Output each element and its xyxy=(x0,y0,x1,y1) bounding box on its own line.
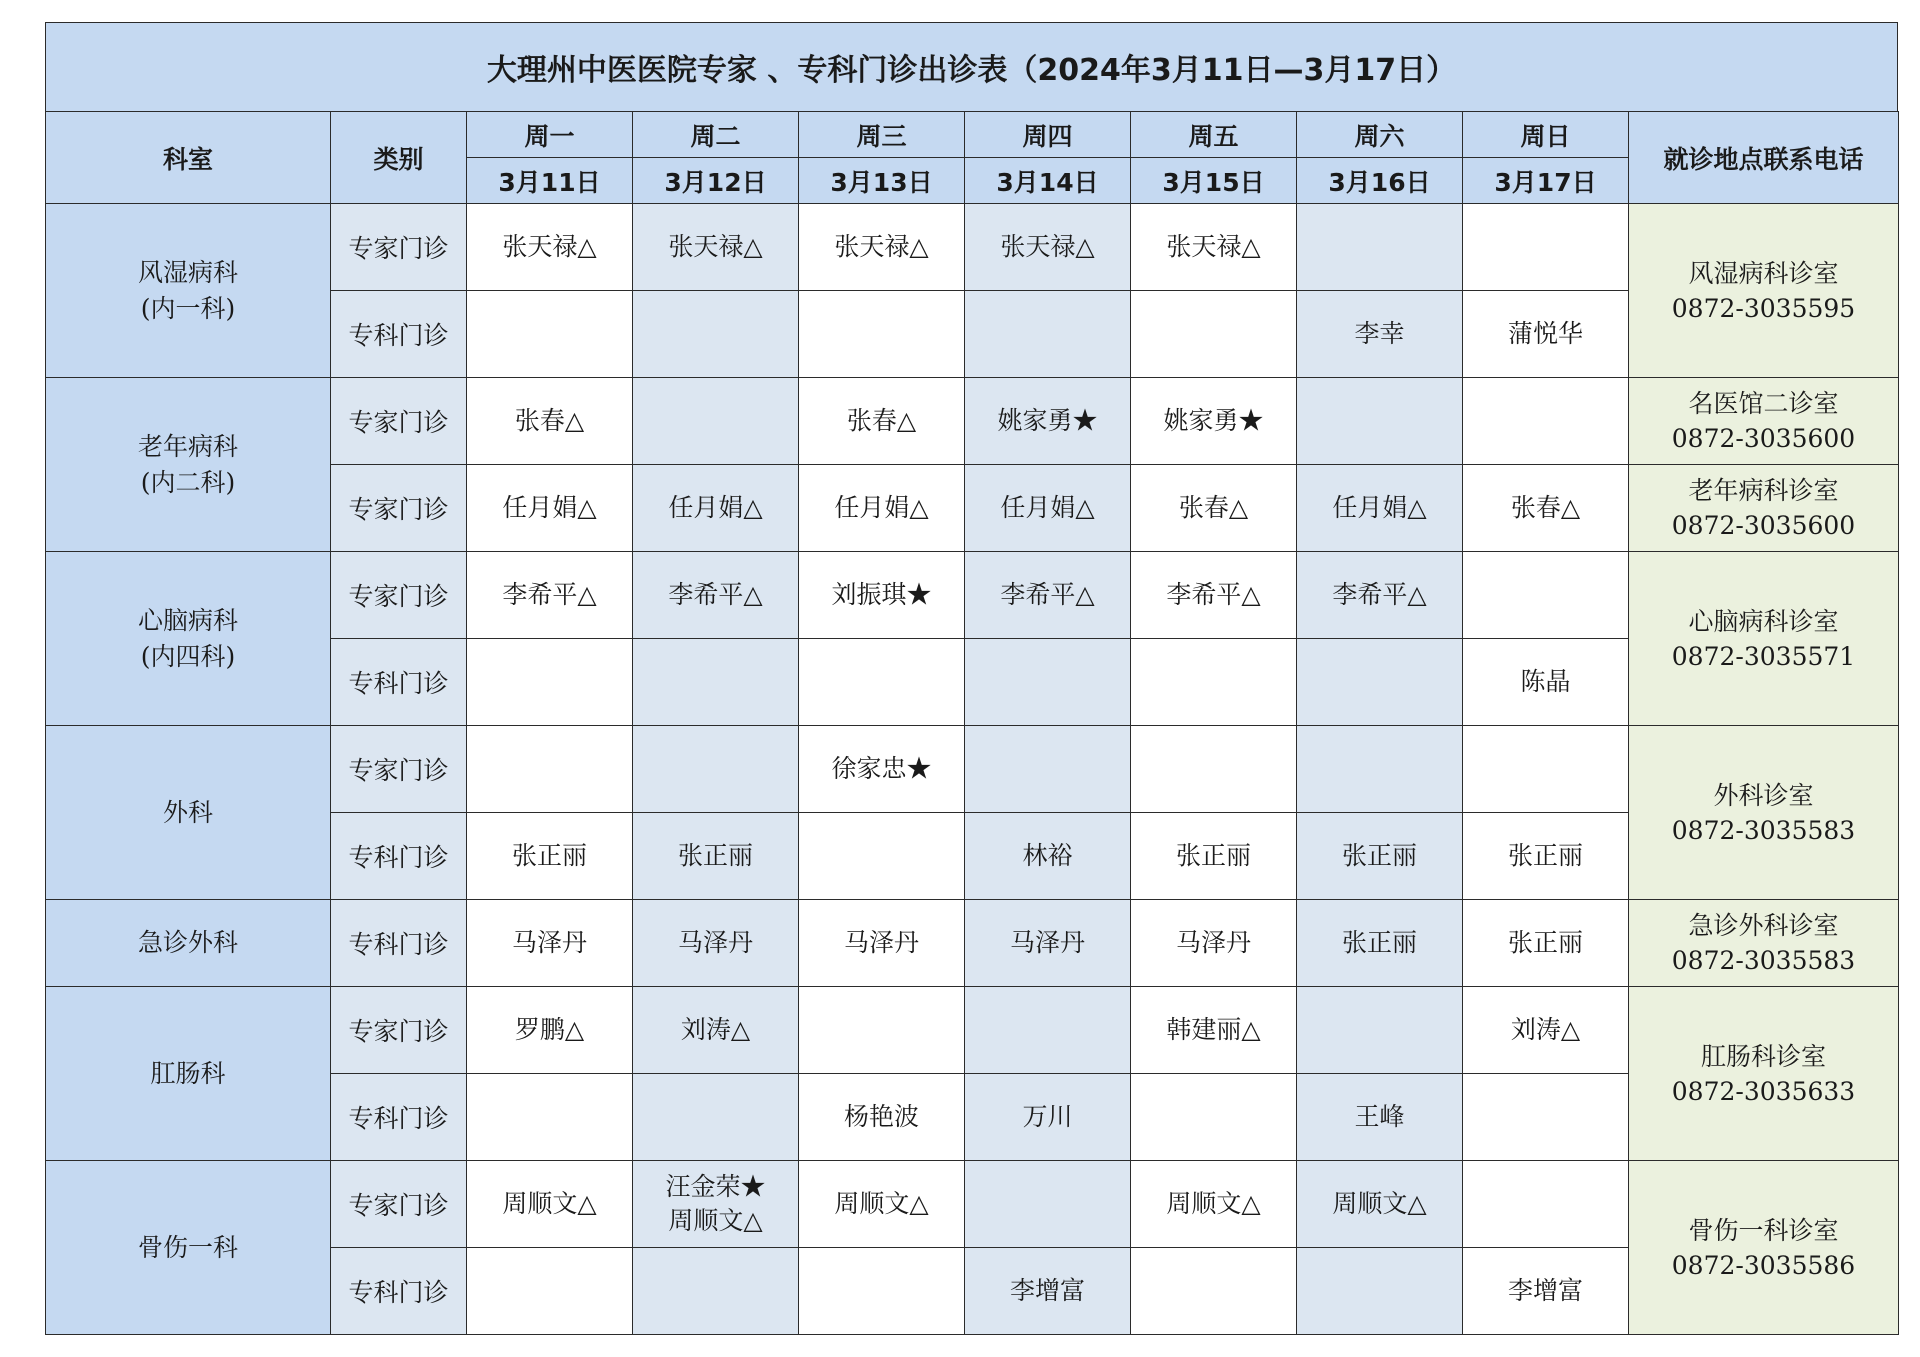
schedule-cell xyxy=(1131,813,1297,900)
category-cell: 专家门诊 xyxy=(331,987,467,1074)
schedule-cell xyxy=(1297,1248,1463,1335)
header-day: 周四 xyxy=(965,112,1131,158)
schedule-cell xyxy=(1463,1161,1629,1248)
doctor-name: 任月娟△ xyxy=(502,493,597,522)
dept-cell xyxy=(46,204,331,378)
schedule-cell xyxy=(799,291,965,378)
schedule-cell xyxy=(633,639,799,726)
dept-name: 急诊外科 xyxy=(137,928,238,957)
schedule-cell xyxy=(1463,204,1629,291)
doctor-name: 王峰 xyxy=(1354,1102,1405,1131)
schedule-cell xyxy=(799,726,965,813)
schedule-cell xyxy=(799,639,965,726)
schedule-cell xyxy=(1297,987,1463,1074)
doctor-name: 马泽丹 xyxy=(1009,928,1085,957)
table-row xyxy=(46,378,1899,465)
table-body xyxy=(46,204,1899,1335)
contact-phone: 0872-3035600 xyxy=(1671,511,1856,540)
doctor-name: 刘涛△ xyxy=(680,1015,751,1044)
schedule-cell xyxy=(467,1161,633,1248)
category-cell: 专科门诊 xyxy=(331,900,467,987)
schedule-cell xyxy=(633,987,799,1074)
doctor-name: 蒲悦华 xyxy=(1507,319,1583,348)
contact-cell xyxy=(1629,552,1899,726)
schedule-cell xyxy=(1297,552,1463,639)
schedule-cell xyxy=(1131,1248,1297,1335)
contact-phone: 0872-3035633 xyxy=(1671,1076,1856,1106)
table-row xyxy=(46,204,1899,291)
contact-cell xyxy=(1629,900,1899,987)
contact-place: 骨伤一科诊室 xyxy=(1688,1215,1839,1245)
doctor-name: 林裕 xyxy=(1022,841,1073,870)
doctor-name: 张正丽 xyxy=(1341,928,1417,957)
schedule-cell xyxy=(467,1248,633,1335)
schedule-cell xyxy=(799,552,965,639)
schedule-cell xyxy=(467,465,633,552)
schedule-cell xyxy=(965,465,1131,552)
doctor-name: 张春△ xyxy=(846,406,917,435)
contact-phone: 0872-3035583 xyxy=(1671,815,1856,845)
schedule-cell xyxy=(1131,1161,1297,1248)
category-cell: 专家门诊 xyxy=(331,378,467,465)
header-dept: 科室 xyxy=(46,112,331,204)
doctor-name: 徐家忠★ xyxy=(831,754,932,783)
dept-name: 外科 xyxy=(162,797,213,827)
doctor-name: 张天禄△ xyxy=(834,232,929,261)
schedule-cell xyxy=(467,987,633,1074)
header-day: 周三 xyxy=(799,112,965,158)
dept-subname: (内二科) xyxy=(140,467,236,497)
schedule-cell xyxy=(1131,378,1297,465)
doctor-name: 李增富 xyxy=(1009,1276,1085,1305)
header-date: 3月17日 xyxy=(1463,158,1629,204)
contact-cell xyxy=(1629,726,1899,900)
header-contact: 就诊地点联系电话 xyxy=(1629,112,1899,204)
schedule-cell xyxy=(1297,639,1463,726)
dept-name: 骨伤一科 xyxy=(137,1232,238,1262)
schedule-cell xyxy=(1463,552,1629,639)
schedule-cell xyxy=(1463,291,1629,378)
schedule-cell xyxy=(799,900,965,987)
doctor-name: 李希平△ xyxy=(1166,580,1261,609)
schedule-cell xyxy=(1131,1074,1297,1161)
dept-cell xyxy=(46,900,331,987)
doctor-name: 张天禄△ xyxy=(1000,232,1095,261)
schedule-cell xyxy=(467,639,633,726)
doctor-name: 张天禄△ xyxy=(502,232,597,261)
doctor-name: 马泽丹 xyxy=(511,928,587,957)
header-day: 周二 xyxy=(633,112,799,158)
category-cell: 专家门诊 xyxy=(331,726,467,813)
contact-place: 心脑病科诊室 xyxy=(1688,606,1839,636)
schedule-cell xyxy=(467,900,633,987)
dept-name: 肛肠科 xyxy=(150,1058,226,1088)
header-day: 周日 xyxy=(1463,112,1629,158)
schedule-cell xyxy=(633,291,799,378)
table-row xyxy=(46,1161,1899,1248)
header-date: 3月12日 xyxy=(633,158,799,204)
category-cell: 专科门诊 xyxy=(331,291,467,378)
header-day: 周一 xyxy=(467,112,633,158)
contact-place: 老年病科诊室 xyxy=(1688,476,1839,505)
doctor-name: 汪金荣★ xyxy=(665,1172,766,1201)
doctor-name: 周顺文△ xyxy=(668,1206,763,1235)
schedule-cell xyxy=(1131,552,1297,639)
schedule-cell xyxy=(965,291,1131,378)
contact-phone: 0872-3035586 xyxy=(1671,1250,1856,1280)
table-row xyxy=(46,552,1899,639)
doctor-name: 张正丽 xyxy=(677,841,753,870)
schedule-cell xyxy=(799,465,965,552)
schedule-cell xyxy=(799,813,965,900)
schedule-cell xyxy=(1297,1161,1463,1248)
schedule-cell xyxy=(965,204,1131,291)
doctor-name: 任月娟△ xyxy=(834,493,929,522)
header-day: 周五 xyxy=(1131,112,1297,158)
header-date: 3月14日 xyxy=(965,158,1131,204)
doctor-name: 马泽丹 xyxy=(677,928,753,957)
schedule-cell xyxy=(1297,465,1463,552)
header-date: 3月11日 xyxy=(467,158,633,204)
contact-place: 风湿病科诊室 xyxy=(1688,258,1839,288)
contact-phone: 0872-3035583 xyxy=(1671,946,1856,975)
schedule-cell xyxy=(467,726,633,813)
category-cell: 专家门诊 xyxy=(331,552,467,639)
header-date: 3月16日 xyxy=(1297,158,1463,204)
header-day: 周六 xyxy=(1297,112,1463,158)
doctor-name: 李幸 xyxy=(1354,319,1405,348)
schedule-cell xyxy=(799,987,965,1074)
schedule-cell xyxy=(1131,900,1297,987)
doctor-name: 张正丽 xyxy=(1507,928,1583,957)
header-date: 3月15日 xyxy=(1131,158,1297,204)
doctor-name: 马泽丹 xyxy=(843,928,919,957)
doctor-name: 李希平△ xyxy=(1000,580,1095,609)
schedule-cell xyxy=(1131,465,1297,552)
schedule-cell xyxy=(1131,639,1297,726)
doctor-name: 任月娟△ xyxy=(1332,493,1427,522)
schedule-cell xyxy=(965,900,1131,987)
dept-cell xyxy=(46,552,331,726)
schedule-cell xyxy=(799,204,965,291)
doctor-name: 周顺文△ xyxy=(1166,1189,1261,1218)
dept-cell xyxy=(46,378,331,552)
schedule-cell xyxy=(633,1248,799,1335)
doctor-name: 张春△ xyxy=(514,406,585,435)
contact-cell xyxy=(1629,204,1899,378)
dept-name: 风湿病科 xyxy=(137,257,238,287)
schedule-cell xyxy=(1297,378,1463,465)
schedule-cell xyxy=(965,378,1131,465)
doctor-name: 刘涛△ xyxy=(1510,1015,1581,1044)
category-cell: 专科门诊 xyxy=(331,1074,467,1161)
schedule-cell xyxy=(467,378,633,465)
schedule-cell xyxy=(467,1074,633,1161)
schedule-cell xyxy=(1463,465,1629,552)
schedule-cell xyxy=(1463,987,1629,1074)
contact-place: 急诊外科诊室 xyxy=(1688,911,1839,940)
schedule-cell xyxy=(467,552,633,639)
schedule-cell xyxy=(965,1248,1131,1335)
doctor-name: 李增富 xyxy=(1507,1276,1583,1305)
schedule-cell xyxy=(1131,204,1297,291)
schedule-cell xyxy=(633,465,799,552)
schedule-cell xyxy=(633,204,799,291)
schedule-cell xyxy=(633,900,799,987)
schedule-cell xyxy=(1131,726,1297,813)
doctor-name: 杨艳波 xyxy=(843,1102,919,1131)
schedule-cell xyxy=(1131,987,1297,1074)
schedule-cell xyxy=(799,1161,965,1248)
doctor-name: 刘振琪★ xyxy=(831,580,932,609)
schedule-cell xyxy=(633,378,799,465)
schedule-cell xyxy=(1463,639,1629,726)
doctor-name: 李希平△ xyxy=(1332,580,1427,609)
contact-phone: 0872-3035595 xyxy=(1671,293,1856,323)
schedule-cell xyxy=(1297,900,1463,987)
contact-cell xyxy=(1629,987,1899,1161)
dept-name: 心脑病科 xyxy=(137,605,238,635)
schedule-cell xyxy=(965,1074,1131,1161)
schedule-cell xyxy=(1297,204,1463,291)
header-date: 3月13日 xyxy=(799,158,965,204)
table-header xyxy=(46,112,1899,204)
dept-subname: (内一科) xyxy=(140,293,236,323)
schedule-cell xyxy=(1463,900,1629,987)
schedule-cell xyxy=(799,1248,965,1335)
schedule-cell xyxy=(799,378,965,465)
doctor-name: 张春△ xyxy=(1178,493,1249,522)
doctor-name: 姚家勇★ xyxy=(1163,406,1264,435)
contact-place: 名医馆二诊室 xyxy=(1688,389,1839,418)
doctor-name: 姚家勇★ xyxy=(997,406,1098,435)
schedule-cell xyxy=(1297,813,1463,900)
doctor-name: 韩建丽△ xyxy=(1166,1015,1261,1044)
contact-cell xyxy=(1629,378,1899,465)
category-cell: 专科门诊 xyxy=(331,813,467,900)
dept-cell xyxy=(46,726,331,900)
doctor-name: 陈晶 xyxy=(1520,667,1571,696)
schedule-cell xyxy=(1463,1074,1629,1161)
category-cell: 专家门诊 xyxy=(331,204,467,291)
schedule-cell xyxy=(965,552,1131,639)
schedule-cell xyxy=(965,639,1131,726)
doctor-name: 任月娟△ xyxy=(1000,493,1095,522)
doctor-name: 张天禄△ xyxy=(1166,232,1261,261)
schedule-cell xyxy=(1463,813,1629,900)
schedule-cell xyxy=(1463,1248,1629,1335)
category-cell: 专家门诊 xyxy=(331,465,467,552)
schedule-cell xyxy=(467,291,633,378)
table-row xyxy=(46,987,1899,1074)
contact-phone: 0872-3035600 xyxy=(1671,424,1856,453)
dept-cell xyxy=(46,987,331,1161)
dept-name: 老年病科 xyxy=(137,431,238,461)
table-row xyxy=(46,900,1899,987)
page-title: 大理州中医医院专家 、专科门诊出诊表（2024年3月11日—3月17日） xyxy=(45,22,1898,111)
doctor-name: 周顺文△ xyxy=(502,1189,597,1218)
schedule-cell xyxy=(633,1074,799,1161)
doctor-name: 张正丽 xyxy=(1175,841,1251,870)
contact-place: 肛肠科诊室 xyxy=(1700,1041,1826,1071)
category-cell: 专科门诊 xyxy=(331,639,467,726)
schedule-table xyxy=(45,111,1899,1335)
doctor-name: 周顺文△ xyxy=(834,1189,929,1218)
contact-phone: 0872-3035571 xyxy=(1671,641,1856,671)
doctor-name: 罗鹏△ xyxy=(514,1015,585,1044)
schedule-cell xyxy=(633,1161,799,1248)
contact-cell xyxy=(1629,1161,1899,1335)
doctor-name: 马泽丹 xyxy=(1175,928,1251,957)
header-category: 类别 xyxy=(331,112,467,204)
schedule-cell xyxy=(1297,726,1463,813)
contact-cell xyxy=(1629,465,1899,552)
doctor-name: 任月娟△ xyxy=(668,493,763,522)
category-cell: 专科门诊 xyxy=(331,1248,467,1335)
schedule-cell xyxy=(1297,291,1463,378)
schedule-cell xyxy=(1297,1074,1463,1161)
doctor-name: 张正丽 xyxy=(511,841,587,870)
schedule-cell xyxy=(1463,726,1629,813)
schedule-cell xyxy=(467,813,633,900)
schedule-cell xyxy=(633,552,799,639)
contact-place: 外科诊室 xyxy=(1713,780,1814,810)
doctor-name: 周顺文△ xyxy=(1332,1189,1427,1218)
doctor-name: 万川 xyxy=(1022,1102,1073,1131)
doctor-name: 李希平△ xyxy=(502,580,597,609)
schedule-cell xyxy=(965,1161,1131,1248)
schedule-cell xyxy=(1131,291,1297,378)
doctor-name: 张天禄△ xyxy=(668,232,763,261)
schedule-cell xyxy=(467,204,633,291)
schedule-cell xyxy=(1463,378,1629,465)
schedule-sheet xyxy=(45,22,1898,1335)
doctor-name: 李希平△ xyxy=(668,580,763,609)
schedule-cell xyxy=(965,813,1131,900)
table-row xyxy=(46,726,1899,813)
schedule-cell xyxy=(965,987,1131,1074)
doctor-name: 张正丽 xyxy=(1507,841,1583,870)
dept-subname: (内四科) xyxy=(140,641,236,671)
schedule-cell xyxy=(799,1074,965,1161)
doctor-name: 张正丽 xyxy=(1341,841,1417,870)
category-cell: 专家门诊 xyxy=(331,1161,467,1248)
schedule-cell xyxy=(633,726,799,813)
dept-cell xyxy=(46,1161,331,1335)
doctor-name: 张春△ xyxy=(1510,493,1581,522)
schedule-cell xyxy=(965,726,1131,813)
schedule-cell xyxy=(633,813,799,900)
